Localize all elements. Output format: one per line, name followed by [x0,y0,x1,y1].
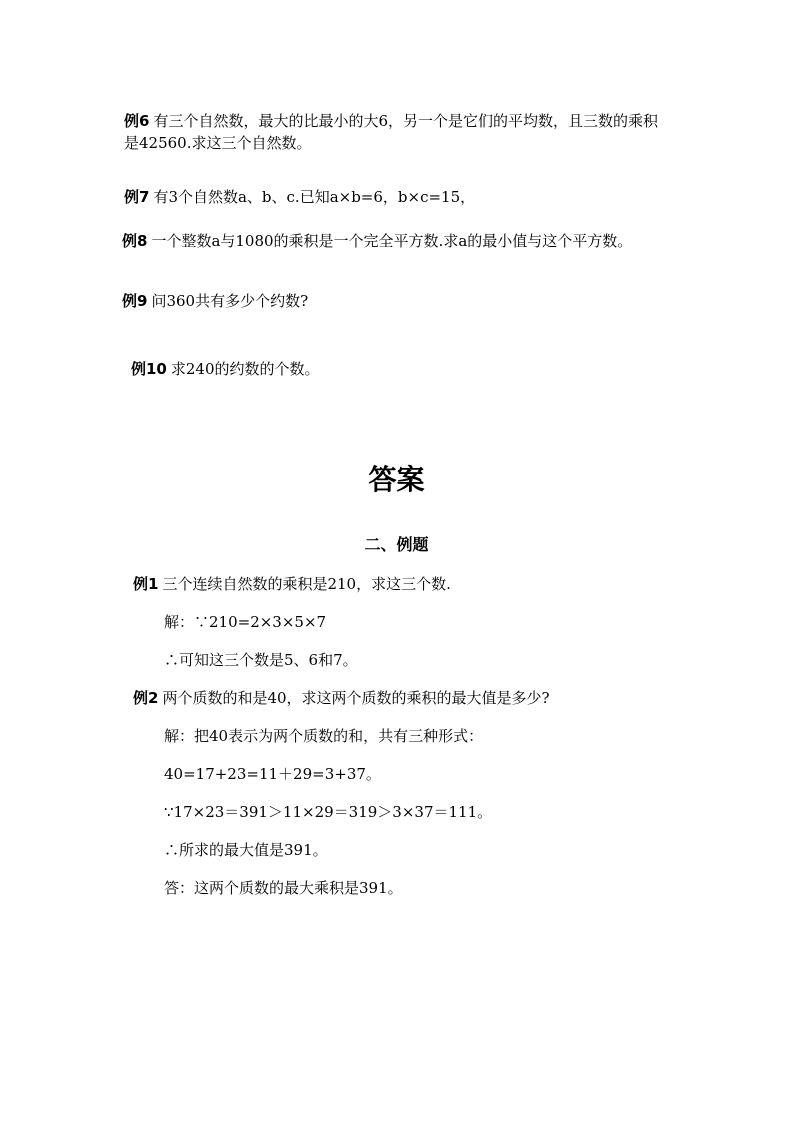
solution-line: ∴可知这三个数是5、6和7。 [164,651,358,669]
problem-10 [131,358,320,380]
example-text: 三个连续自然数的乘积是210，求这三个数. [162,575,451,593]
answer-example-2 [133,687,550,709]
problem-text: 求240的约数的个数。 [170,360,320,378]
problem-text: 问360共有多少个约数? [151,292,309,310]
problem-7 [124,186,475,208]
section-title: 二、例题 [364,535,429,554]
problem-6 [124,110,672,154]
answer-title: 答案 [368,463,425,496]
solution-line: ∵17×23＝391＞11×29＝319＞3×37＝111。 [164,803,493,821]
problem-text: 一个整数a与1080的乘积是一个完全平方数.求a的最小值与这个平方数。 [151,232,633,250]
problem-8 [122,230,632,252]
problem-text: 有三个自然数，最大的比最小的大6，另一个是它们的平均数，且三数的乘积是42560.求这三个自然数。 [124,112,658,152]
solution-line: ∴所求的最大值是391。 [164,841,328,859]
example-label: 例2 [133,689,159,707]
problem-text: 有3个自然数a、b、c.已知a×b=6，b×c=15， [153,188,476,206]
solution-line: 答：这两个质数的最大乘积是391。 [164,879,403,897]
problem-label: 例10 [131,360,167,378]
solution-line: 40=17+23=11＋29=3+37。 [164,765,381,783]
answer-example-1 [133,573,451,595]
problem-label: 例7 [124,188,150,206]
example-label: 例1 [133,575,159,593]
problem-label: 例8 [122,232,148,250]
solution-line: 解：∵210=2×3×5×7 [164,613,327,631]
solution-line: 解：把40表示为两个质数的和，共有三种形式： [164,727,484,745]
example-text: 两个质数的和是40，求这两个质数的乘积的最大值是多少? [162,689,550,707]
problem-label: 例6 [124,112,150,130]
problem-9 [122,290,308,312]
problem-label: 例9 [122,292,148,310]
